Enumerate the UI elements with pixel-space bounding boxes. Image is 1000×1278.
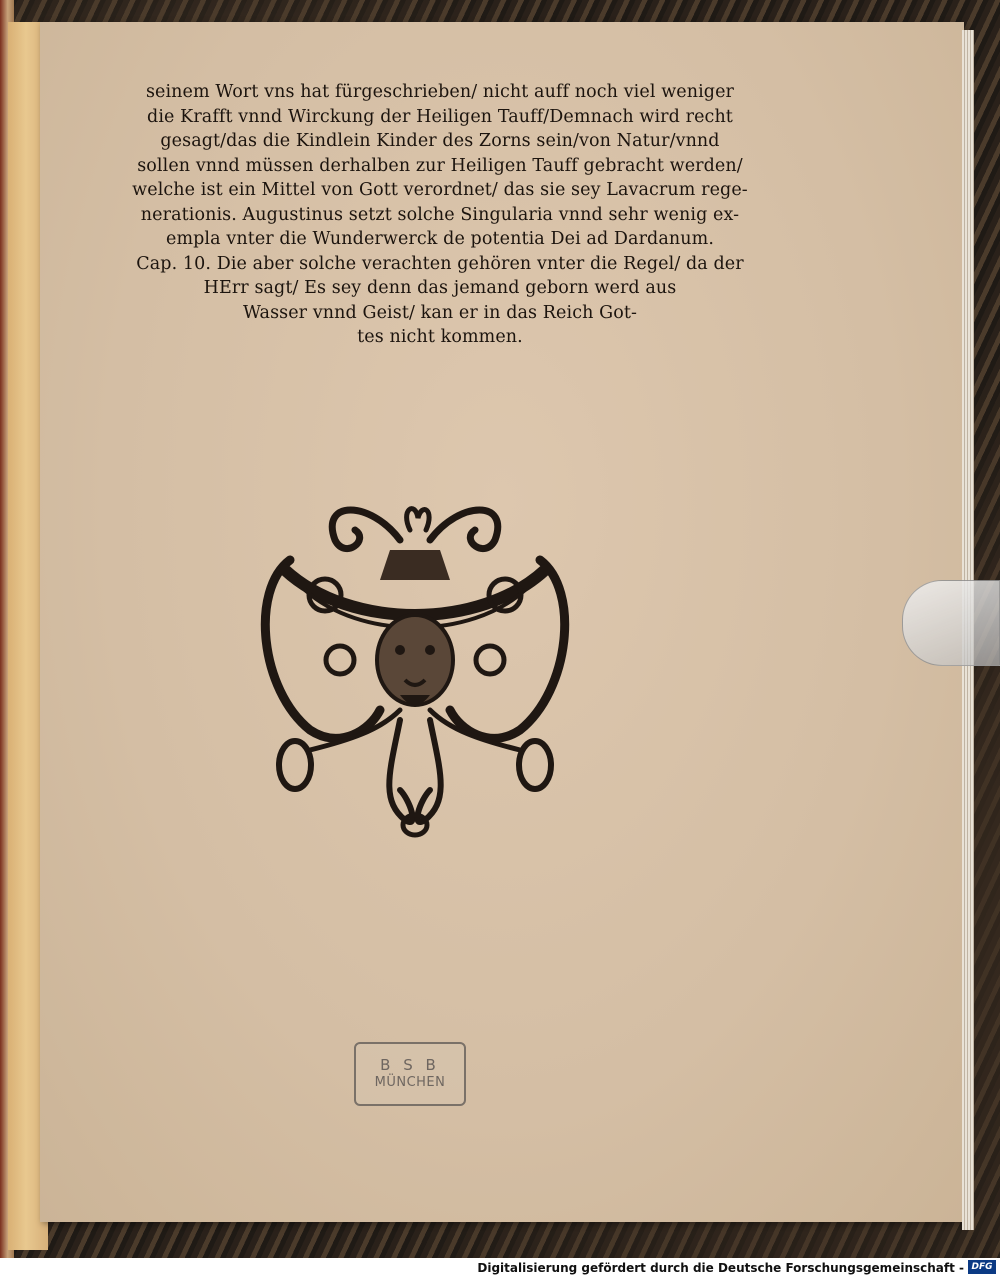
text-line: seinem Wort vns hat fürgeschrieben/ nicht auff noch viel weniger [145, 82, 735, 102]
text-line: empla vnter die Wunderwerck de potentia Dei ad Dardanum. [165, 229, 714, 249]
stamp-line-1: B S B [380, 1056, 440, 1074]
footer-bar [0, 1258, 1000, 1278]
dfg-logo: DFG [968, 1260, 996, 1274]
text-line: sollen vnnd müssen derhalben zur Heiligen Tauff gebracht werden/ [137, 155, 743, 176]
page-text-block [80, 80, 800, 350]
text-line: HErr sagt/ Es sey denn das jemand geborn werd aus [203, 278, 677, 298]
text-line: gesagt/das die Kindlein Kinder des Zorns sein/von Natur/vnnd [160, 131, 720, 151]
text-line: die Krafft vnnd Wirckung der Heiligen Tauff/Demnach wird recht [147, 106, 733, 127]
text-line: welche ist ein Mittel von Gott verordnet/ das sie sey Lavacrum rege- [132, 180, 748, 200]
page-clip [902, 580, 1000, 666]
text-line: tes nicht kommen. [357, 327, 523, 347]
text-line: nerationis. Augustinus setzt solche Singularia vnnd sehr wenig ex- [140, 204, 740, 225]
text-line: Cap. 10. Die aber solche verachten gehören vnter die Regel/ da der [136, 253, 744, 274]
woodcut-ornament [250, 500, 580, 840]
footer-credit: Digitalisierung gefördert durch die Deutsche Forschungsgemeinschaft - [477, 1261, 964, 1275]
text-line: Wasser vnnd Geist/ kan er in das Reich Got- [242, 302, 638, 323]
stamp-line-2: MÜNCHEN [374, 1075, 446, 1090]
library-stamp [354, 1042, 466, 1106]
